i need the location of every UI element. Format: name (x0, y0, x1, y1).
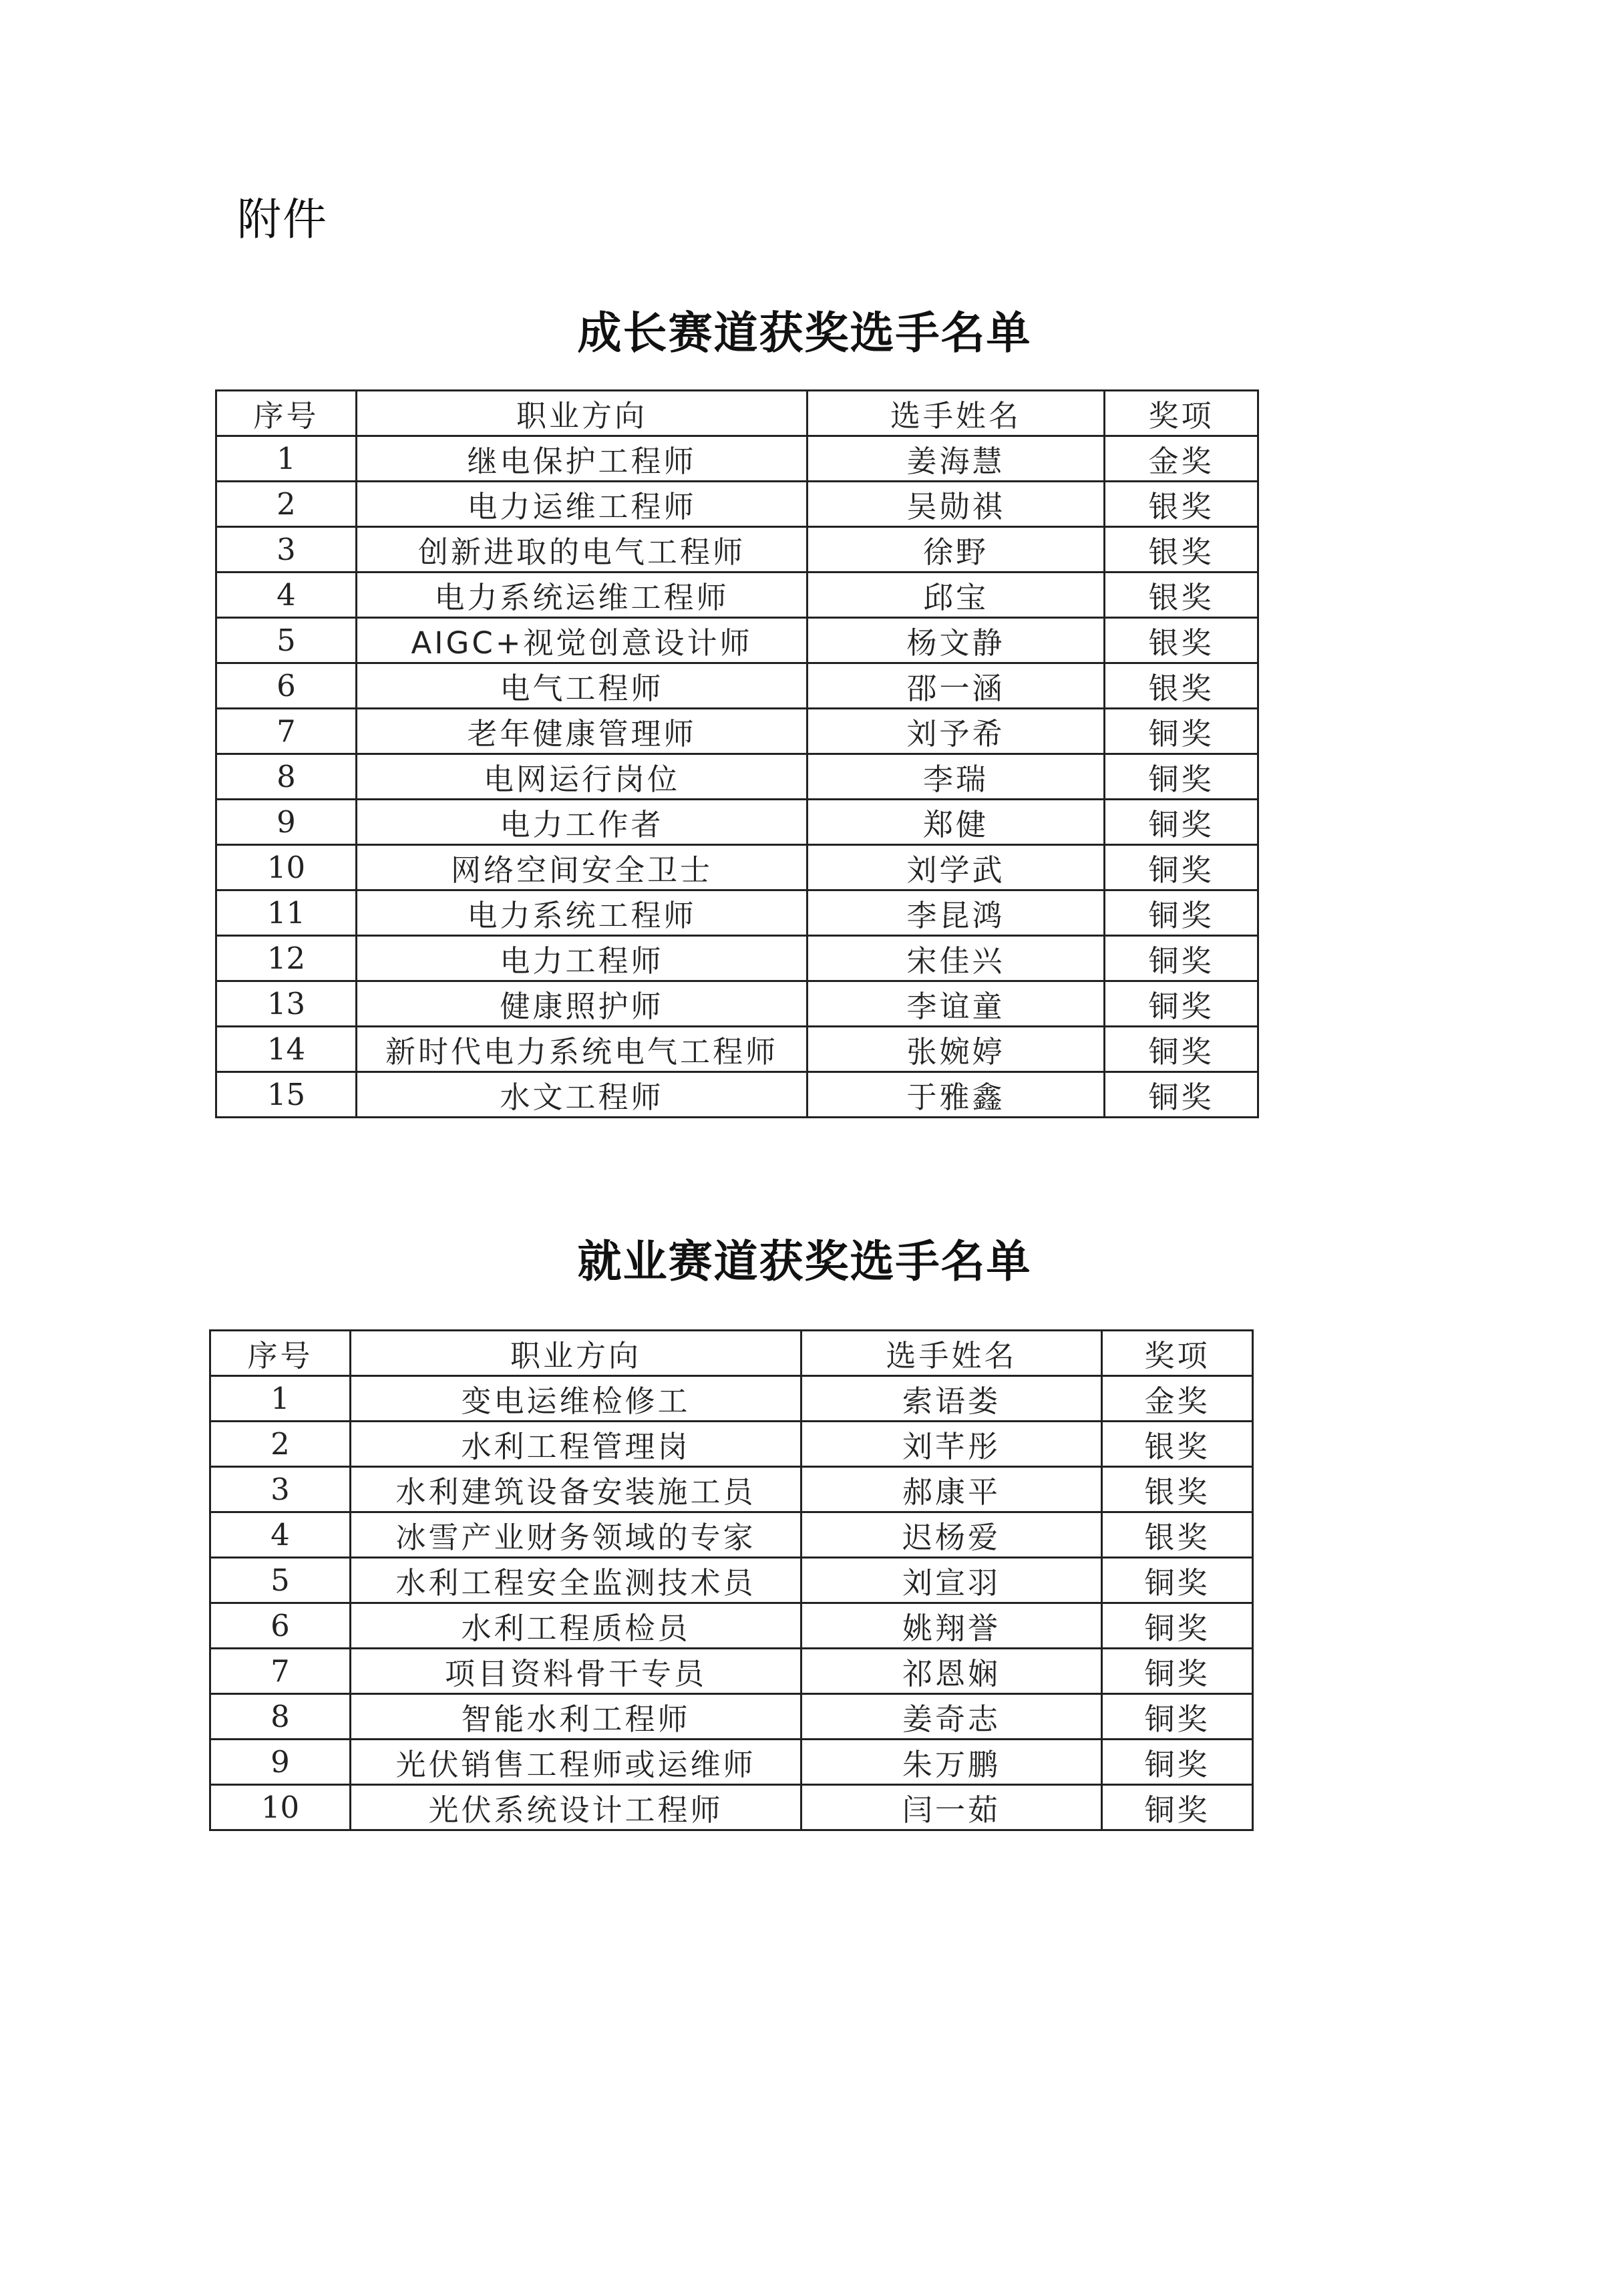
cell-name: 刘芊彤 (801, 1422, 1102, 1467)
cell-award: 铜奖 (1105, 754, 1258, 800)
cell-name: 于雅鑫 (808, 1072, 1105, 1118)
cell-name: 姜海慧 (808, 436, 1105, 482)
cell-no: 15 (216, 1072, 357, 1118)
cell-award: 银奖 (1102, 1467, 1253, 1512)
cell-no: 10 (210, 1785, 351, 1830)
table-row (216, 936, 1258, 981)
cell-career: 健康照护师 (357, 981, 808, 1027)
cell-name: 闫一茹 (801, 1785, 1102, 1830)
growth-track-title: 成长赛道获奖选手名单 (577, 307, 1032, 359)
table-row (216, 981, 1258, 1027)
cell-award: 银奖 (1102, 1512, 1253, 1558)
cell-name: 李谊童 (808, 981, 1105, 1027)
header-no: 序号 (210, 1331, 351, 1376)
cell-name: 吴勋祺 (808, 482, 1105, 527)
cell-award: 银奖 (1105, 527, 1258, 572)
cell-award: 铜奖 (1102, 1558, 1253, 1603)
table-row (210, 1649, 1253, 1694)
table-row (216, 482, 1258, 527)
cell-name: 姜奇志 (801, 1694, 1102, 1740)
cell-no: 1 (216, 436, 357, 482)
cell-no: 7 (216, 709, 357, 754)
cell-award: 铜奖 (1105, 936, 1258, 981)
header-award: 奖项 (1105, 391, 1258, 436)
cell-name: 李昆鸿 (808, 890, 1105, 936)
cell-name: 刘学武 (808, 845, 1105, 890)
cell-award: 银奖 (1105, 663, 1258, 709)
cell-award: 铜奖 (1102, 1649, 1253, 1694)
cell-no: 4 (216, 572, 357, 618)
cell-award: 铜奖 (1105, 981, 1258, 1027)
cell-career: 电力系统运维工程师 (357, 572, 808, 618)
cell-award: 铜奖 (1105, 1027, 1258, 1072)
table-row (216, 663, 1258, 709)
table-row (210, 1467, 1253, 1512)
table-header-row (216, 391, 1258, 436)
cell-no: 13 (216, 981, 357, 1027)
header-name: 选手姓名 (801, 1331, 1102, 1376)
cell-award: 银奖 (1105, 482, 1258, 527)
cell-career: 光伏销售工程师或运维师 (351, 1740, 801, 1785)
header-career: 职业方向 (357, 391, 808, 436)
cell-name: 朱万鹏 (801, 1740, 1102, 1785)
cell-no: 12 (216, 936, 357, 981)
cell-no: 6 (210, 1603, 351, 1649)
cell-no: 10 (216, 845, 357, 890)
cell-no: 14 (216, 1027, 357, 1072)
cell-career: 电气工程师 (357, 663, 808, 709)
table-row (210, 1512, 1253, 1558)
cell-no: 9 (210, 1740, 351, 1785)
cell-no: 2 (216, 482, 357, 527)
cell-name: 邱宝 (808, 572, 1105, 618)
cell-award: 银奖 (1102, 1422, 1253, 1467)
header-career: 职业方向 (351, 1331, 801, 1376)
cell-career: 水利工程质检员 (351, 1603, 801, 1649)
cell-name: 刘宣羽 (801, 1558, 1102, 1603)
table-row (216, 800, 1258, 845)
cell-career: 水利工程管理岗 (351, 1422, 801, 1467)
cell-career: 水文工程师 (357, 1072, 808, 1118)
table-row (210, 1603, 1253, 1649)
table-row (216, 890, 1258, 936)
cell-career: 电力运维工程师 (357, 482, 808, 527)
cell-no: 11 (216, 890, 357, 936)
cell-career: 电网运行岗位 (357, 754, 808, 800)
table-row (216, 618, 1258, 663)
cell-career: 电力工作者 (357, 800, 808, 845)
table-row (210, 1740, 1253, 1785)
cell-name: 索语娄 (801, 1376, 1102, 1422)
cell-career: 网络空间安全卫士 (357, 845, 808, 890)
cell-award: 铜奖 (1105, 890, 1258, 936)
table-row (216, 572, 1258, 618)
header-no: 序号 (216, 391, 357, 436)
cell-career: 水利建筑设备安装施工员 (351, 1467, 801, 1512)
cell-award: 铜奖 (1102, 1694, 1253, 1740)
cell-award: 金奖 (1105, 436, 1258, 482)
table-row (216, 1027, 1258, 1072)
cell-name: 祁恩娴 (801, 1649, 1102, 1694)
annex-label: 附件 (237, 194, 328, 245)
table-row (216, 527, 1258, 572)
cell-award: 银奖 (1105, 572, 1258, 618)
table-row (210, 1558, 1253, 1603)
cell-no: 6 (216, 663, 357, 709)
cell-career: 新时代电力系统电气工程师 (357, 1027, 808, 1072)
table-row (210, 1422, 1253, 1467)
cell-no: 2 (210, 1422, 351, 1467)
cell-no: 4 (210, 1512, 351, 1558)
cell-award: 金奖 (1102, 1376, 1253, 1422)
cell-career: 水利工程安全监测技术员 (351, 1558, 801, 1603)
cell-award: 铜奖 (1105, 1072, 1258, 1118)
cell-no: 8 (216, 754, 357, 800)
table-row (216, 1072, 1258, 1118)
cell-name: 迟杨爱 (801, 1512, 1102, 1558)
employment-track-title: 就业赛道获奖选手名单 (577, 1235, 1032, 1287)
table-row (210, 1785, 1253, 1830)
cell-name: 张婉婷 (808, 1027, 1105, 1072)
cell-award: 铜奖 (1105, 800, 1258, 845)
cell-career: 变电运维检修工 (351, 1376, 801, 1422)
cell-award: 铜奖 (1105, 845, 1258, 890)
table-row (216, 709, 1258, 754)
cell-career: 老年健康管理师 (357, 709, 808, 754)
cell-award: 铜奖 (1102, 1603, 1253, 1649)
table-row (216, 754, 1258, 800)
cell-name: 郝康平 (801, 1467, 1102, 1512)
header-award: 奖项 (1102, 1331, 1253, 1376)
cell-name: 邵一涵 (808, 663, 1105, 709)
header-name: 选手姓名 (808, 391, 1105, 436)
table-row (216, 845, 1258, 890)
cell-award: 银奖 (1105, 618, 1258, 663)
cell-career: 智能水利工程师 (351, 1694, 801, 1740)
cell-career: 冰雪产业财务领域的专家 (351, 1512, 801, 1558)
cell-name: 姚翔誉 (801, 1603, 1102, 1649)
table-header-row (210, 1331, 1253, 1376)
cell-name: 徐野 (808, 527, 1105, 572)
table-row (210, 1694, 1253, 1740)
cell-career: 项目资料骨干专员 (351, 1649, 801, 1694)
cell-career: 继电保护工程师 (357, 436, 808, 482)
employment-track-table (209, 1329, 1254, 1831)
cell-award: 铜奖 (1102, 1740, 1253, 1785)
cell-no: 5 (210, 1558, 351, 1603)
cell-name: 李瑞 (808, 754, 1105, 800)
cell-award: 铜奖 (1102, 1785, 1253, 1830)
cell-career: 电力系统工程师 (357, 890, 808, 936)
growth-track-table (215, 389, 1259, 1118)
cell-name: 郑健 (808, 800, 1105, 845)
cell-career: 光伏系统设计工程师 (351, 1785, 801, 1830)
cell-no: 3 (210, 1467, 351, 1512)
cell-career: AIGC+视觉创意设计师 (357, 618, 808, 663)
table-row (210, 1376, 1253, 1422)
table-row (216, 436, 1258, 482)
cell-no: 1 (210, 1376, 351, 1422)
cell-no: 7 (210, 1649, 351, 1694)
cell-name: 杨文静 (808, 618, 1105, 663)
cell-name: 宋佳兴 (808, 936, 1105, 981)
cell-career: 电力工程师 (357, 936, 808, 981)
cell-no: 9 (216, 800, 357, 845)
cell-career: 创新进取的电气工程师 (357, 527, 808, 572)
cell-no: 3 (216, 527, 357, 572)
cell-name: 刘予希 (808, 709, 1105, 754)
cell-no: 5 (216, 618, 357, 663)
cell-award: 铜奖 (1105, 709, 1258, 754)
cell-no: 8 (210, 1694, 351, 1740)
